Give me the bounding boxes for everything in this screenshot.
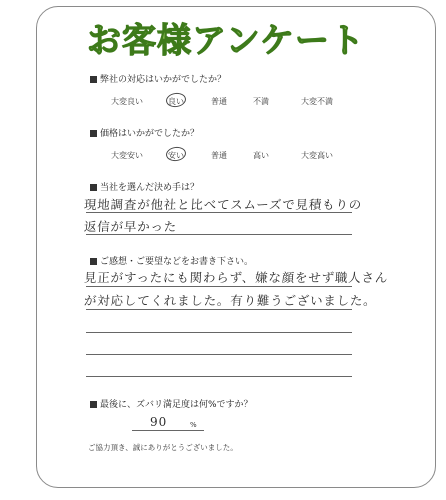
answer-line: [86, 354, 352, 355]
question-satisfaction-label: 最後に、ズバリ満足度は何%ですか？: [100, 400, 253, 410]
option-price-3[interactable]: 普通: [211, 151, 227, 160]
satisfaction-unit: %: [190, 421, 197, 429]
option-price-2[interactable]: 安い: [168, 151, 184, 160]
option-price-1[interactable]: 大変安い: [111, 151, 143, 160]
answer-reason-line-1: 現地調査が他社と比べてスムーズで見積もりの: [83, 197, 363, 212]
question-satisfaction: [90, 397, 253, 410]
answer-line: [86, 212, 352, 213]
bullet-icon: [90, 184, 97, 191]
answer-line: [86, 332, 352, 333]
answer-line: [86, 286, 352, 287]
question-price: [90, 126, 199, 139]
question-comments-label: ご感想・ご要望などをお書き下さい。: [100, 257, 254, 267]
thank-you-note: ご協力頂き、誠にありがとうございました。: [88, 443, 238, 452]
answer-line: [86, 234, 352, 235]
bullet-icon: [90, 401, 97, 408]
option-service-2[interactable]: 良い: [168, 97, 184, 106]
answer-reason-line-2: 返信が早かった: [83, 219, 178, 234]
question-service: [90, 72, 226, 85]
question-reason-label: 当社を選んだ決め手は？: [100, 183, 200, 193]
answer-line: [86, 376, 352, 377]
question-service-label: 弊社の対応はいかがでしたか？: [100, 75, 227, 85]
options-service: [0, 96, 446, 108]
survey-title-text: お客様アンケート: [87, 21, 365, 61]
option-service-4[interactable]: 不満: [253, 97, 269, 106]
answer-line: [86, 309, 352, 310]
question-comments: [90, 254, 253, 267]
options-price: [0, 150, 446, 162]
answer-comments-line-1: 見正がすったにも関わらず、嫌な顔をせず職人さん: [83, 270, 389, 285]
option-service-3[interactable]: 普通: [211, 97, 227, 106]
satisfaction-value: 90: [150, 415, 168, 429]
survey-title: [76, 14, 376, 64]
bullet-icon: [90, 258, 97, 265]
bullet-icon: [90, 76, 97, 83]
bullet-icon: [90, 130, 97, 137]
option-price-4[interactable]: 高い: [253, 151, 269, 160]
answer-comments-line-2: が対応してくれました。有り難うございました。: [83, 293, 377, 308]
option-service-5[interactable]: 大変不満: [301, 97, 333, 106]
option-service-1[interactable]: 大変良い: [111, 97, 143, 106]
option-price-5[interactable]: 大変高い: [301, 151, 333, 160]
question-reason: [90, 180, 199, 193]
satisfaction-underline: [132, 430, 204, 431]
question-price-label: 価格はいかがでしたか？: [100, 129, 200, 139]
